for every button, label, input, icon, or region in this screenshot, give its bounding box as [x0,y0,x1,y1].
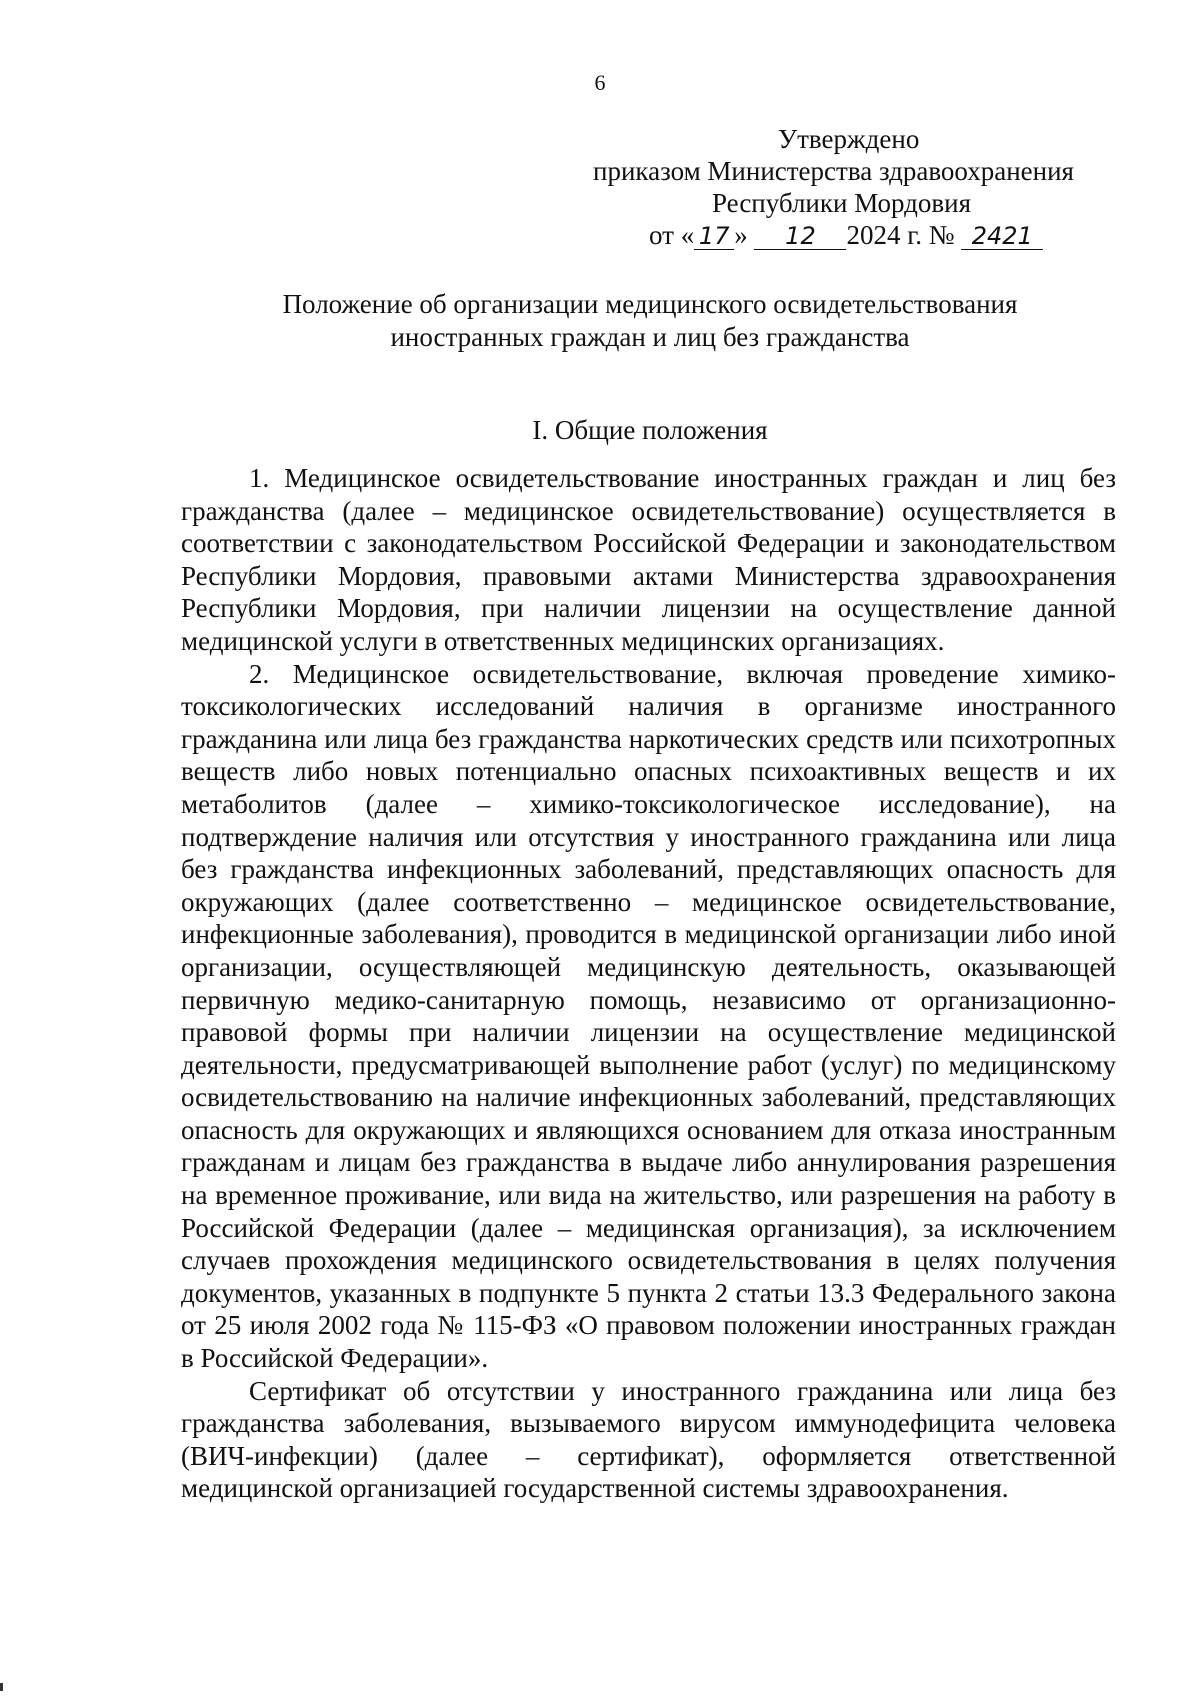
approval-order-line: приказом Министерства здравоохранения [593,156,1074,186]
approval-stamp-block [560,123,1120,251]
approval-region-line: Республики Мордовия [712,188,972,218]
document-title-line-1: Положение об организации медицинского освидетельствования [282,289,1018,319]
year-text: 2024 г. № [846,220,955,250]
section-title: I. Общие положения [532,415,768,445]
document-body [181,462,1116,1505]
paragraph-3: Сертификат об отсутствии у иностранного гражданина или лица без гражданства заболевания, вызываемого вирусом иммунодефицита человека (ВИЧ-инфекции) (далее – сертификат), оформляется ответственной медицинской организацией государственной системы здравоохранения. [181,1375,1116,1504]
handwritten-order-number: 2421 [961,223,1043,250]
date-mid: » [734,220,748,250]
document-title [180,288,1120,354]
handwritten-day: 17 [694,223,734,250]
handwritten-month: 12 [754,223,846,250]
page-number: 6 [594,70,606,95]
scan-edge-mark [0,1683,3,1691]
document-title-line-2: иностранных граждан и лиц без гражданства [390,322,910,352]
date-prefix: от « [649,220,695,250]
approval-heading: Утверждено [778,124,920,154]
paragraph-1: 1. Медицинское освидетельствование иностранных граждан и лиц без гражданства (далее – медицинское освидетельствование) осуществляется в соответствии с законодательством Российской Федерации и законодательством Республики Мордовия, правовыми актами Министерства здравоохранения Республики Мордовия, при наличии лицензии на осуществление данной медицинской услуги в ответственных медицинских организациях. [181,463,1116,656]
paragraph-2: 2. Медицинское освидетельствование, включая проведение химико-токсикологических исследований наличия в организме иностранного гражданина или лица без гражданства наркотических средств или психотропных веществ либо новых потенциально опасных психоактивных веществ и их метаболитов (далее – химико-токсикологическое исследование), на подтверждение наличия или отсутствия у иностранного гражданина или лица без гражданства инфекционных заболеваний, представляющих опасность для окружающих (далее соответственно – медицинское освидетельствование, инфекционные заболевания), проводится в медицинской организации либо иной организации, осуществляющей медицинскую деятельность, оказывающей первичную медико-санитарную помощь, независимо от организационно-правовой формы при наличии лицензии на осуществление медицинской деятельности, предусматривающей выполнение работ (услуг) по медицинскому освидетельствованию на наличие инфекционных заболеваний, представляющих опасность для окружающих и являющихся основанием для отказа иностранным гражданам и лицам без гражданства в выдаче либо аннулирования разрешения на временное проживание, или вида на жительство, или разрешения на работу в Российской Федерации (далее – медицинская организация), за исключением случаев прохождения медицинского освидетельствования в целях получения документов, указанных в подпункте 5 пункта 2 статьи 13.3 Федерального закона от 25 июля 2002 года № 115-ФЗ «О правовом положении иностранных граждан в Российской Федерации». [181,658,1116,1374]
approval-date-line [560,219,1120,251]
